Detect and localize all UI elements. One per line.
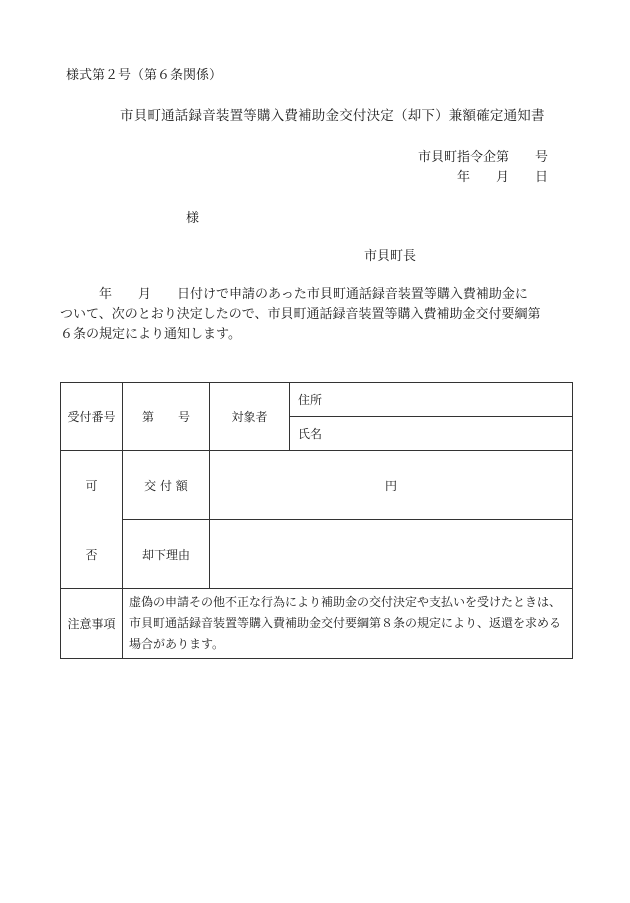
decision-table [60,382,573,659]
notice-body-line: ついて、次のとおり決定したので、市貝町通話録音装置等購入費補助金交付要綱第 [60,307,541,322]
reject-reason-label: 却下理由 [123,520,210,589]
address-field: 住所 [290,383,573,417]
notice-body [60,285,570,345]
reference-number: 市貝町指令企第 号 [417,150,548,165]
approve-reject-cell [61,451,123,589]
notes-text [123,589,573,659]
reject-label: 否 [85,547,98,562]
subject-label: 対象者 [210,383,290,451]
notice-body-line: 年 月 日付けで申請のあった市貝町通話録音装置等購入費補助金に [60,287,528,302]
sender: 市貝町長 [364,249,417,264]
addressee: 様 [186,211,200,226]
notice-body-line: ６条の規定により通知します。 [60,327,241,342]
receipt-number-label: 受付番号 [61,383,123,451]
notes-label: 注意事項 [61,589,123,659]
notes-line: 市貝町通話録音装置等購入費補助金交付要綱第８条の規定により、返還を求める [129,616,562,630]
form-number: 様式第２号（第６条関係） [66,68,223,83]
grant-amount-field: 円 [210,451,573,520]
reject-reason-field [210,520,573,589]
approve-label: 可 [85,478,98,493]
receipt-number-value: 第 号 [123,383,210,451]
grant-amount-label: 交 付 額 [123,451,210,520]
notes-line: 虚偽の申請その他不正な行為により補助金の交付決定や支払いを受けたときは、 [129,595,562,609]
notes-line: 場合があります。 [129,637,225,651]
document-title: 市貝町通話録音装置等購入費補助金交付決定（却下）兼額確定通知書 [120,108,545,124]
name-field: 氏名 [290,417,573,451]
issue-date: 年 月 日 [456,170,548,185]
